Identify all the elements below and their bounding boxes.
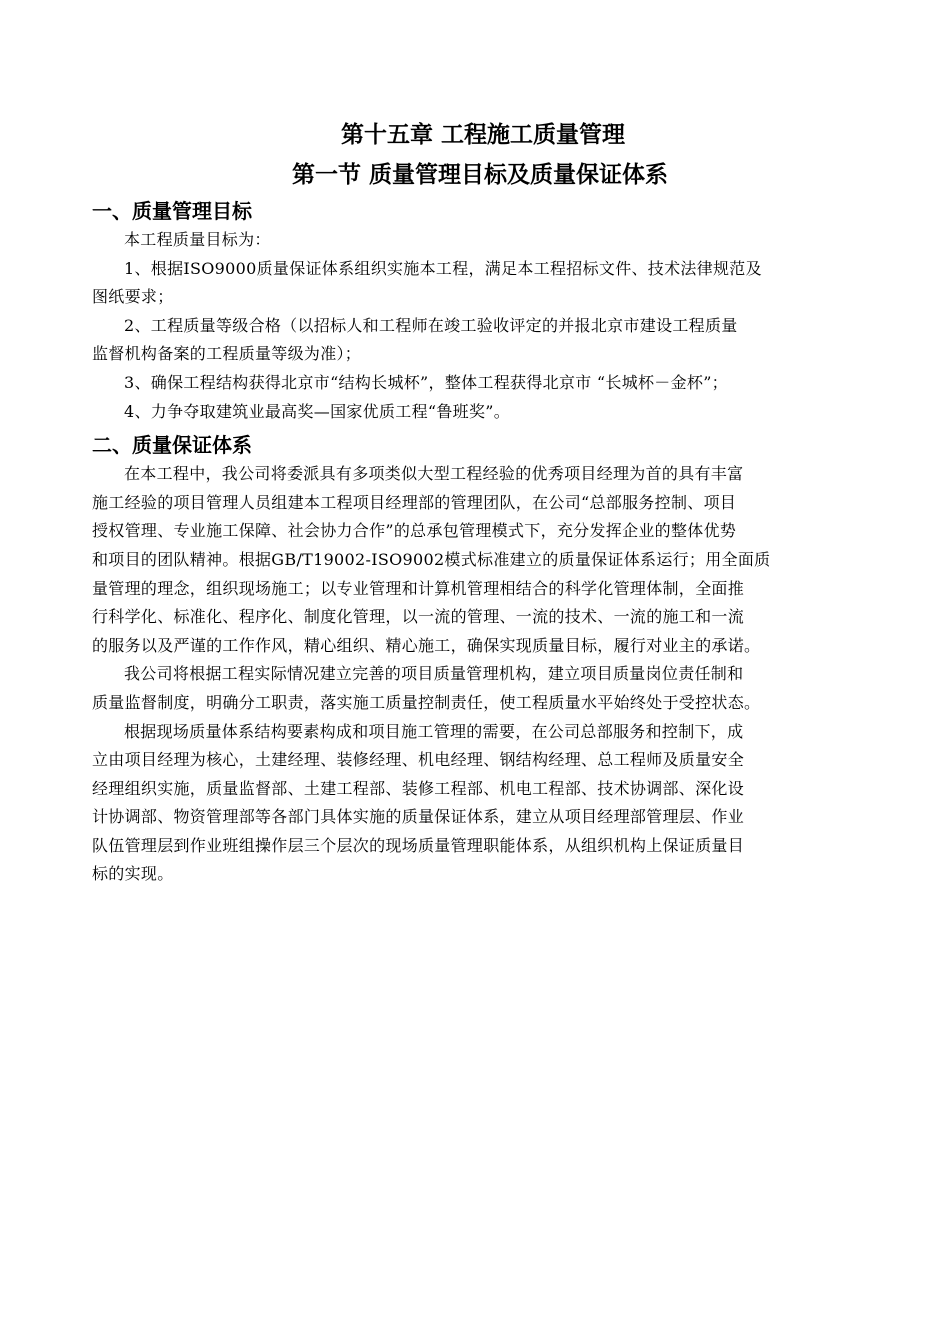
- paragraph-2-line-2: 质量监督制度，明确分工职责，落实施工质量控制责任，使工程质量水平始终处于受控状态。: [92, 692, 761, 712]
- paragraph-3-line-3: 经理组织实施，质量监督部、土建工程部、装修工程部、机电工程部、技术协调部、深化设: [92, 778, 745, 798]
- goals-intro-text: 本工程质量目标为：: [124, 230, 271, 249]
- goal-item-3: [92, 369, 868, 398]
- paragraph-1-line-1: 在本工程中，我公司将委派具有多项类似大型工程经验的优秀项目经理为首的具有丰富: [124, 464, 744, 484]
- paragraph-3-line-2: 立由项目经理为核心，土建经理、装修经理、机电经理、钢结构经理、总工程师及质量安全: [92, 750, 745, 770]
- assurance-paragraph-3: [92, 718, 868, 890]
- paragraph-3-line-5: 队伍管理层到作业班组操作层三个层次的现场质量管理职能体系，从组织机构上保证质量目: [92, 835, 745, 855]
- goal-item-1: [92, 255, 868, 312]
- goal-item-3-line-1: 3、确保工程结构获得北京市“结构长城杯”，整体工程获得北京市 “长城杯－金杯”；: [124, 372, 728, 392]
- paragraph-2-line-1: 我公司将根据工程实际情况建立完善的项目质量管理机构，建立项目质量岗位责任制和: [124, 664, 744, 684]
- paragraph-1-line-3: 授权管理、专业施工保障、社会协力合作”的总承包管理模式下，充分发挥企业的整体优势: [92, 521, 737, 541]
- goal-item-1-line-1: 1、根据ISO9000质量保证体系组织实施本工程，满足本工程招标文件、技术法律规范及: [124, 258, 762, 278]
- paragraph-1-line-6: 行科学化、标准化、程序化、制度化管理，以一流的管理、一流的技术、一流的施工和一流: [92, 607, 745, 627]
- goal-item-2-line-1: 2、工程质量等级合格（以招标人和工程师在竣工验收评定的并报北京市建设工程质量: [124, 315, 738, 335]
- assurance-paragraph-1: [92, 460, 868, 660]
- paragraph-3-line-6: 标的实现。: [92, 864, 174, 884]
- paragraph-1-line-7: 的服务以及严谨的工作作风，精心组织、精心施工，确保实现质量目标，履行对业主的承诺。: [92, 635, 761, 655]
- goal-item-2-line-2: 监督机构备案的工程质量等级为准）；: [92, 344, 362, 364]
- paragraph-3-line-1: 根据现场质量体系结构要素构成和项目施工管理的需要，在公司总部服务和控制下，成: [124, 721, 744, 741]
- paragraph-1-line-5: 量管理的理念，组织现场施工；以专业管理和计算机管理相结合的科学化管理体制，全面推: [92, 578, 745, 598]
- chapter-title: 第十五章 工程施工质量管理: [340, 121, 625, 148]
- paragraph-1-line-2: 施工经验的项目管理人员组建本工程项目经理部的管理团队，在公司“总部服务控制、项目: [92, 492, 737, 512]
- goal-item-1-line-2: 图纸要求；: [92, 287, 174, 307]
- goal-item-4: [92, 398, 868, 427]
- assurance-paragraph-2: [92, 660, 868, 717]
- document-page: [92, 118, 868, 889]
- paragraph-1-line-4: 和项目的团队精神。根据GB/T19002-ISO9002模式标准建立的质量保证体系运行；用全面质: [92, 549, 771, 569]
- goal-item-4-line-1: 4、力争夺取建筑业最高奖—国家优质工程“鲁班奖”。: [124, 401, 511, 421]
- heading-quality-goals: 一、质量管理目标: [92, 199, 252, 223]
- goals-intro: [92, 226, 868, 255]
- section-title: 第一节 质量管理目标及质量保证体系: [291, 161, 668, 188]
- heading-quality-assurance: 二、质量保证体系: [92, 433, 252, 458]
- goal-item-2: [92, 312, 868, 369]
- paragraph-3-line-4: 计协调部、物资管理部等各部门具体实施的质量保证体系，建立从项目经理部管理层、作业: [92, 807, 745, 827]
